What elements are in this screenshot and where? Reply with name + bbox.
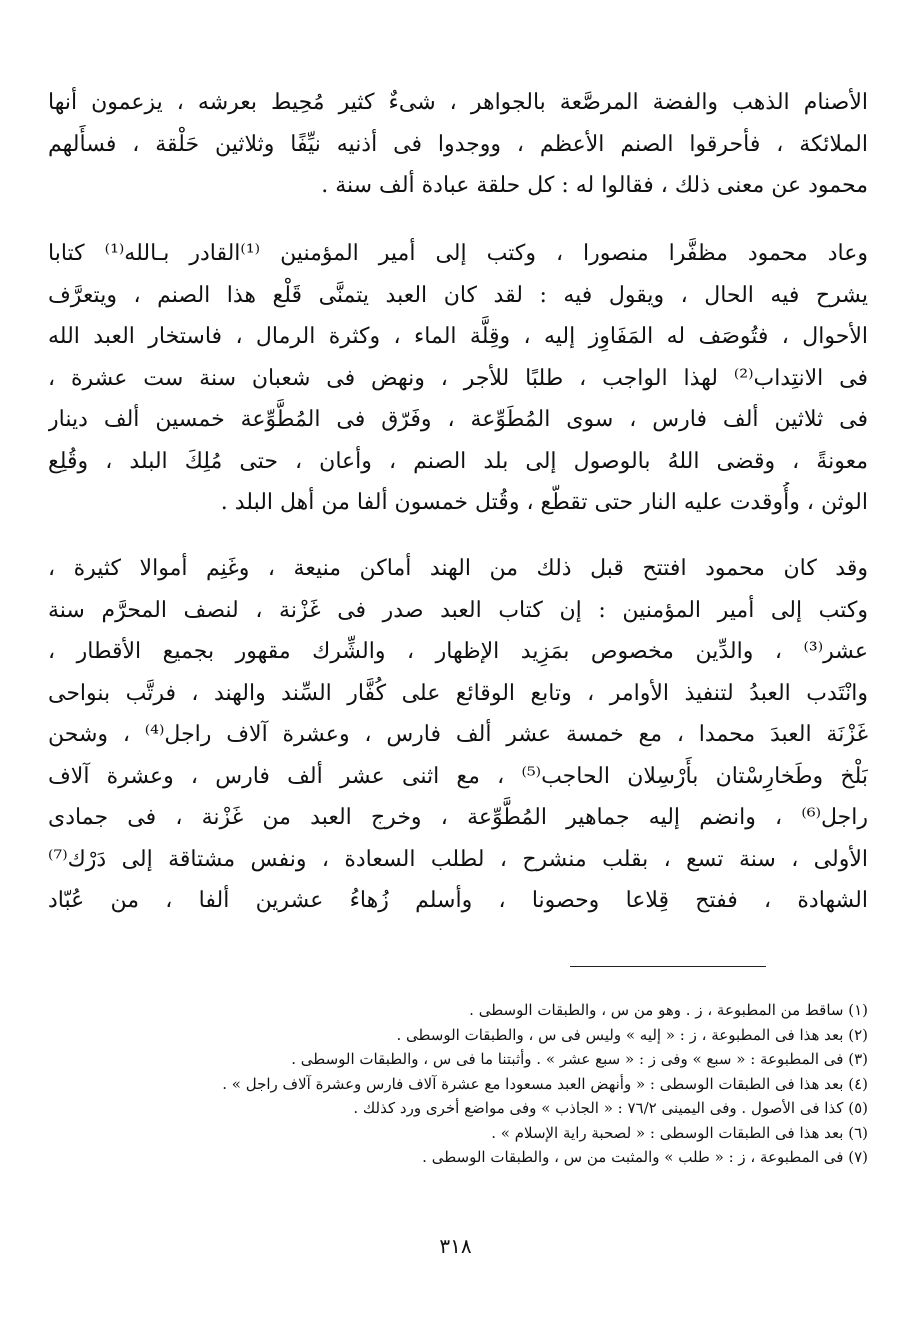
footnote: (٦) بعد هذا فى الطبقات الوسطى : « لصحبة راية الإسلام » . — [491, 1123, 868, 1142]
text-line: الملائكة ، فأحرقوا الصنم الأعظم ، ووجدوا فى أذنيه نيِّفًا وثلاثين حَلْقة ، فسأَلهم — [48, 131, 868, 157]
text-line: فى ثلاثين ألف فارس ، سوى المُطَوِّعة ، وفَرّق فى المُطَّوِّعة خمسين ألف دينار — [48, 407, 868, 432]
text-line: وقد كان محمود افتتح قبل ذلك من الهند أماكن منيعة ، وغَنِم أموالا كثيرة ، — [48, 556, 868, 581]
footnote: (٥) كذا فى الأصول . وفى اليمينى ٧٦/٢ : « الجاذب » وفى مواضع أخرى ورد كذلك . — [353, 1099, 868, 1117]
paragraph-1 — [48, 82, 868, 207]
footnote: (٣) فى المطبوعة : « سبع » وفى ز : « سبع عشر » . وأثبتنا ما فى س ، والطبقات الوسطى . — [291, 1050, 868, 1068]
footnote: (١) ساقط من المطبوعة ، ز . وهو من س ، والطبقات الوسطى . — [469, 1001, 868, 1019]
text-line: الأحوال ، فتُوصَف له المَفَاوِز إليه ، وقِلَّة الماء ، وكثرة الرمال ، فاستخار العبد الله — [48, 324, 868, 349]
text-line: معونةً ، وقضى اللهُ بالوصول إلى بلد الصنم ، وأعان ، حتى مُلِكَ البلد ، وقُلِع — [48, 448, 868, 474]
footnote: (٧) فى المطبوعة ، ز : « طلب » والمثبت من س ، والطبقات الوسطى . — [422, 1148, 868, 1166]
text-line: وانْتَدب العبدُ لتنفيذ الأوامر ، وتابع الوقائع على كُفَّار السِّند والهند ، فرتَّب بنواحى — [48, 680, 868, 706]
footnote: (٤) بعد هذا فى الطبقات الوسطى : « وأنهض العبد مسعودا مع عشرة آلاف فارس وعشرة آلاف راجل » . — [222, 1074, 868, 1093]
text-line: يشرح فيه الحال ، ويقول فيه : لقد كان العبد يتمنَّى قَلْع هذا الصنم ، ويتعرَّف — [48, 282, 868, 308]
text-line: الأولى ، سنة تسع ، بقلب منشرح ، لطلب السعادة ، ونفس مشتاقة إلى دَرْك⁽⁷⁾ — [48, 846, 868, 872]
text-line: فى الانتِداب⁽²⁾ لهذا الواجب ، طلبًا للأجر ، ونهض فى شعبان سنة ست عشرة ، — [48, 365, 868, 391]
text-line: غَزْنَة العبدَ محمدا ، مع خمسة عشر ألف فارس ، وعشرة آلاف راجل⁽⁴⁾ ، وشحن — [48, 722, 868, 747]
text-line: الشهادة ، ففتح قِلاعا وحصونا ، وأسلم زُهاءُ عشرين ألفا ، من عُبّاد — [48, 888, 868, 913]
footnotes — [130, 998, 868, 1170]
paragraph-2 — [48, 233, 868, 524]
text-line: راجل⁽⁶⁾ ، وانضم إليه جماهير المُطَّوِّعة ، وخرج العبد من غَزْنة ، فى جمادى — [48, 805, 868, 830]
text-line: محمود عن معنى ذلك ، فقالوا له : كل حلقة عبادة ألف سنة . — [321, 173, 868, 198]
text-line: بَلْخ وطَخارِسْتان بأَرْسِلان الحاجب⁽⁵⁾ ، مع اثنى عشر ألف فارس ، وعشرة آلاف — [48, 763, 868, 789]
footnote: (٢) بعد هذا فى المطبوعة ، ز : « إليه » وليس فى س ، والطبقات الوسطى . — [396, 1025, 868, 1044]
text-line: وكتب إلى أمير المؤمنين : إن كتاب العبد صدر فى غَزْنة ، لنصف المحرَّم سنة — [48, 597, 868, 623]
text-line: الأصنام الذهب والفضة المرصَّعة بالجواهر ، شىءٌ كثير مُحِيط بعرشه ، يزعمون أنها — [48, 90, 868, 115]
page-number: ٣١٨ — [439, 1234, 472, 1258]
text-line: الوثن ، وأُوقدت عليه النار حتى تقطّع ، وقُتل خمسون ألفا من أهل البلد . — [220, 490, 868, 515]
text-line: عشر⁽³⁾ ، والدِّين مخصوص بمَزِيد الإظهار ، والشِّرك مقهور بجميع الأقطار ، — [48, 639, 868, 664]
footnote-separator — [570, 966, 766, 967]
paragraph-3 — [48, 548, 868, 922]
text-line: وعاد محمود مظفَّرا منصورا ، وكتب إلى أمير المؤمنين ⁽¹⁾القادر بـالله⁽¹⁾ كتابا — [48, 241, 868, 266]
